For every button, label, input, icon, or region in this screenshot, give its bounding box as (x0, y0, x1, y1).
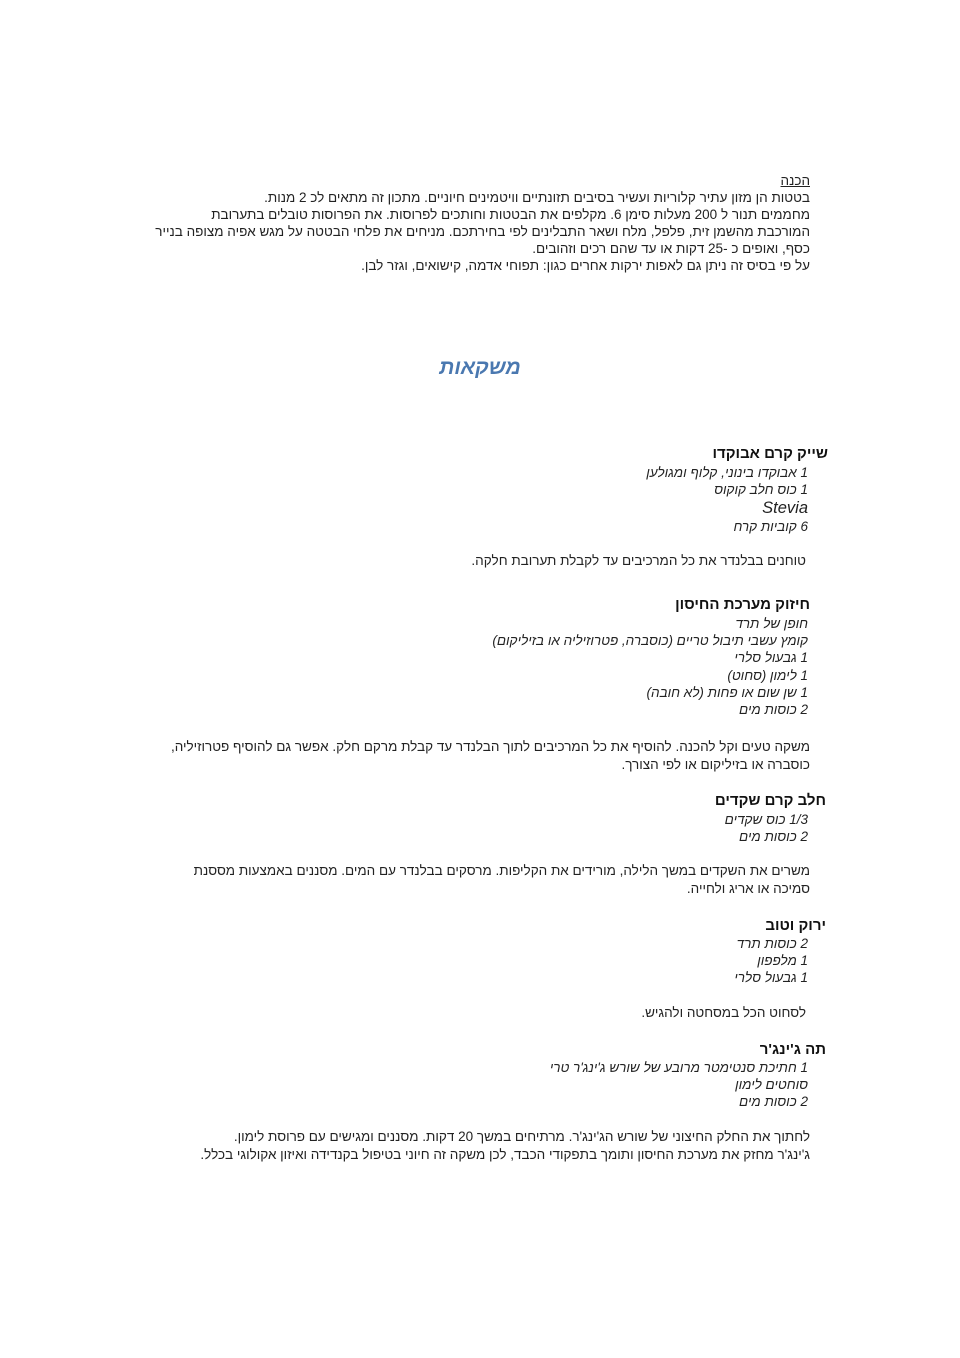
recipe-ingredients (492, 615, 808, 718)
preparation-line: כסף, ואופים כ -25 דקות או עד שהם רכים וזהובים. (532, 241, 810, 256)
recipe-avocado-shake (712, 444, 828, 464)
recipe-green-good (765, 916, 826, 936)
ingredient-item: 1 מלפפון (757, 953, 808, 969)
recipe-ingredients (734, 935, 808, 987)
recipe-title: שייק קרם אבוקדו (712, 445, 828, 462)
ingredient-item: 6 קוביות קרח (733, 519, 808, 535)
ingredient-item: 1/3 כוס שקדים (724, 812, 808, 827)
step-line: לסחוט הכל במסחטה ולהגיש. (641, 1005, 806, 1020)
ingredient-item: 1 לימון (סחוט) (727, 667, 808, 683)
recipe-title: תה ג'ינג'ר (759, 1041, 826, 1058)
recipe-title: ירוק וטוב (765, 917, 826, 934)
ingredient-item: 1 שן שום או פחות (לא חובה) (646, 684, 808, 700)
ingredient-item: 1 גבעול סלרי (734, 650, 808, 666)
ingredient-item: 2 כוסות תרד (736, 936, 808, 951)
recipe-ingredients (550, 1059, 808, 1111)
ingredient-item: חופן של תרד (735, 616, 808, 631)
recipe-ingredients (646, 464, 808, 536)
recipe-ingredients (725, 811, 808, 845)
recipe-ginger-tea (760, 1040, 826, 1060)
ingredient-item: 1 חתיכת סנטימטר מרובע של שורש ג'ינג'ר טרי (549, 1060, 808, 1075)
preparation-line: על פי בסיס זה ניתן גם לאפות ירקות אחרים כגון: תפוחי אדמה, קישואים, וגזר לבן. (361, 258, 810, 273)
step-line: לחתוך את החלק החיצוני של שורש הג'ינג'ר. מרתיחים במשך 20 דקות. מסננים ומגישים עם פרוסת לימון. (233, 1129, 810, 1144)
step-line: ג'ינג'ר מחזק את מערכת החיסון ותומך בתפקודי הכבד, לכן משקה זה חיוני בטיפול בקנדידה ואיזון אקולוגי בכלל. (200, 1146, 810, 1162)
recipe-immune-boost (675, 595, 810, 615)
recipe-steps (171, 738, 810, 773)
recipe-steps (471, 552, 806, 570)
ingredient-item: 1 אבוקדו בינוני, קלוף ומגולען (646, 465, 808, 480)
ingredient-item: 2 כוסות מים (739, 829, 808, 845)
recipe-steps (194, 862, 810, 897)
preparation-line: מחממים תנור ל 200 מעלות סימן 6. מקלפים את הבטטות וחותכים לפרוסות. את הפרוסות טובלים בתערובת (211, 207, 810, 222)
ingredient-item: 2 כוסות מים (739, 1094, 808, 1110)
preparation-block (155, 172, 810, 274)
section-title: משקאות (439, 356, 521, 379)
step-line: סמיכה או אריג ולחייה. (686, 880, 810, 896)
step-line: כוסברה או בזיליקום או לפי הצורך. (621, 756, 810, 772)
ingredient-item: 2 כוסות מים (739, 702, 808, 718)
recipe-steps (641, 1004, 806, 1022)
preparation-line: בטטות הן מזון עתיר קלוריות ועשיר בסיבים תזונתיים וויטמינים חיוניים. מתכון זה מתאים לכ 2 מנות. (264, 190, 810, 205)
recipe-steps (200, 1128, 810, 1163)
step-line: משקה טעים וקל להכנה. להוסיף את כל המרכיבים לתוך הבלנדר עד קבלת מרקם חלק. אפשר גם להוסיף פטרוזיליה, (170, 739, 810, 754)
recipe-almond-milk (715, 791, 826, 811)
recipe-title: חלב קרם שקדים (714, 792, 826, 809)
ingredient-item: סוחטים לימון (735, 1077, 808, 1093)
ingredient-item: 1 גבעול סלרי (734, 970, 808, 986)
preparation-heading: הכנה (780, 173, 810, 188)
ingredient-item: קומץ עשבי תיבול טריים (כוסברה, פטרוזיליה או בזיליקום) (492, 633, 808, 649)
preparation-line: המורכבת מהשמן זית, פלפל, מלח ושאר התבלינים לפי בחירתכם. מניחים את פלחי הבטטה על מגש אפיה מצופה בנייר (155, 224, 810, 239)
step-line: טוחנים בבלנדר את כל המרכיבים עד לקבלת תערובת חלקה. (471, 553, 806, 568)
ingredient-item: 1 כוס חלב קוקוס (714, 482, 808, 498)
ingredient-item: Stevia (762, 499, 808, 518)
recipe-title: חיזוק מערכת החיסון (675, 596, 810, 613)
step-line: משרים את השקדים במשך הלילה, מורידים את הקליפות. מרסקים בבלנדר עם המים. מסננים באמצעות מססנת (193, 863, 810, 878)
